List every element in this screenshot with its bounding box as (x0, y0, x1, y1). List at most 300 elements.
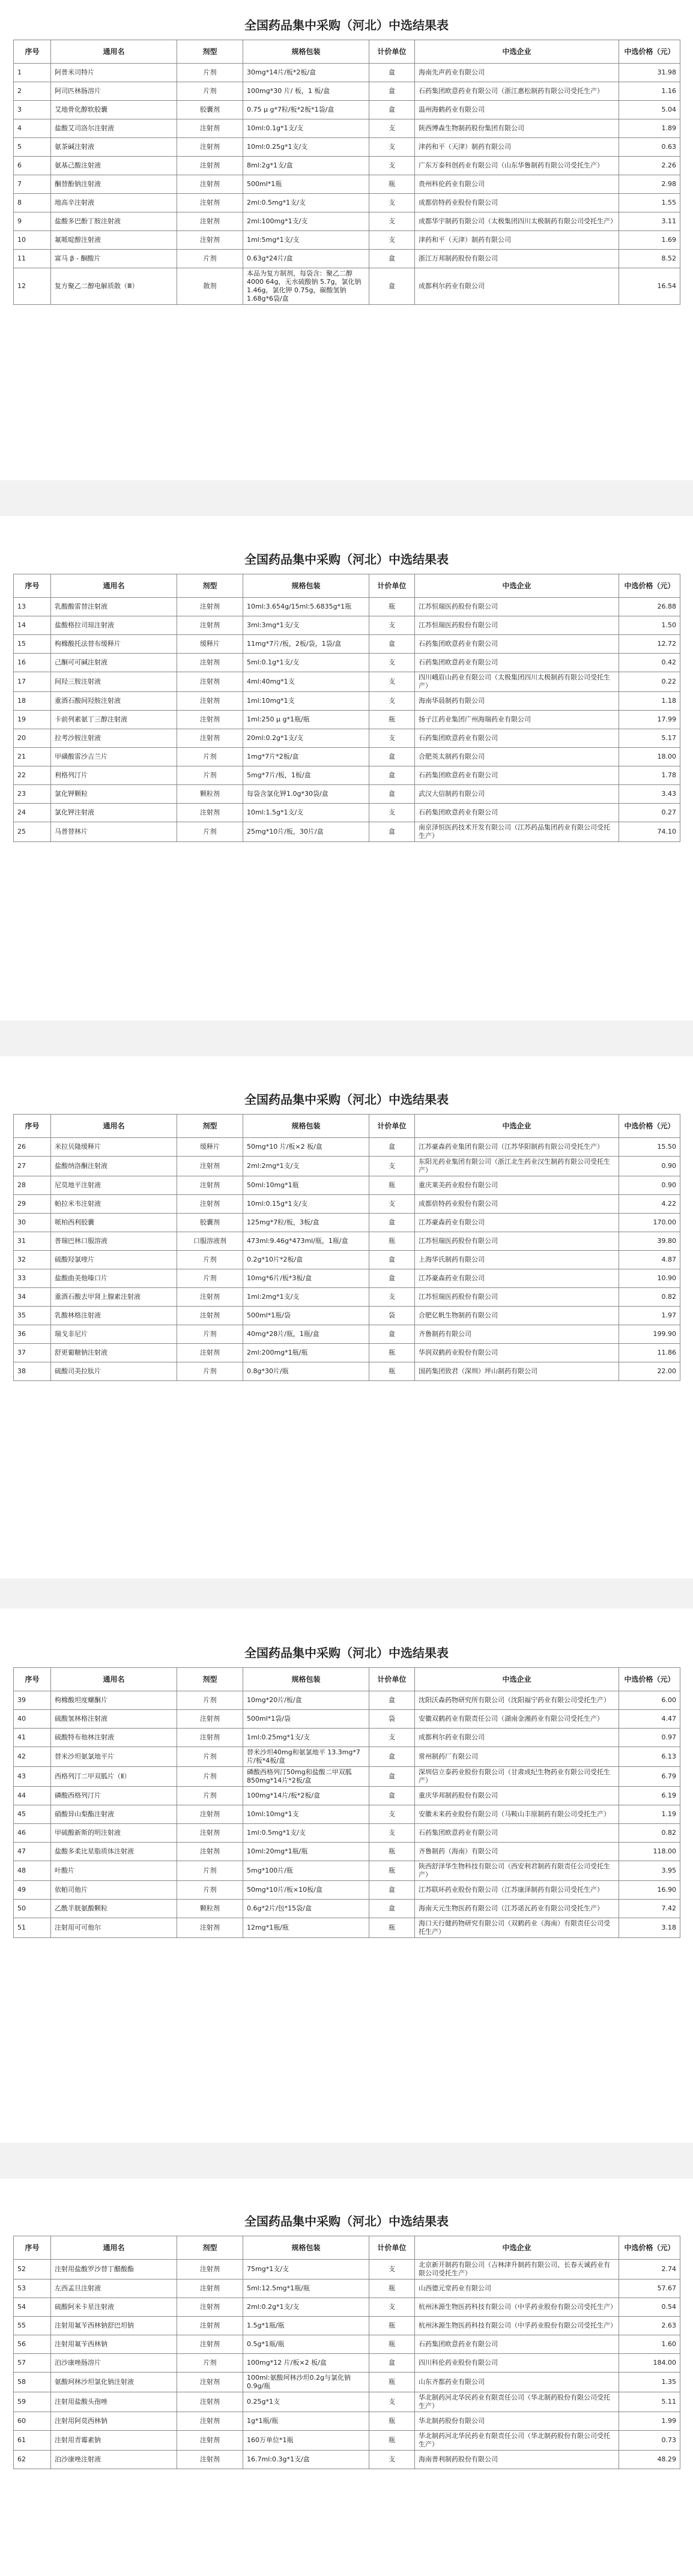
cell-price: 1.35 (619, 2373, 680, 2392)
cell-generic-name: 注射用可可他尔 (51, 1918, 177, 1938)
cell-dosage-form: 片剂 (177, 64, 243, 82)
table-row (14, 598, 680, 616)
cell-price: 2.74 (619, 2260, 680, 2280)
cell-generic-name: 马普替林片 (51, 822, 177, 842)
cell-specification: 10ml:3.654g/15ml:5.6835g*1瓶 (243, 598, 369, 616)
cell-dosage-form: 注射剂 (177, 1157, 243, 1176)
cell-generic-name: 复方聚乙二醇电解质散（Ⅲ） (51, 268, 177, 305)
cell-price: 22.00 (619, 1362, 680, 1381)
cell-unit: 瓶 (369, 2317, 415, 2335)
cell-specification: 本品为复方制剂，每袋含：聚乙二醇4000 64g，无水硫酸钠 5.7g，氯化钠1.46g，氯化钾 0.75g，碳酸氢钠1.68g*6袋/盒 (243, 268, 369, 305)
header-no: 序号 (14, 574, 51, 598)
cell-generic-name: 间羟三胺注射液 (51, 672, 177, 692)
cell-unit: 支 (369, 2392, 415, 2412)
cell-no: 42 (14, 1747, 51, 1767)
cell-specification: 1ml:0.25mg*1支/支 (243, 1729, 369, 1747)
cell-no: 56 (14, 2335, 51, 2354)
cell-generic-name: 舒更葡糖钠注射液 (51, 1344, 177, 1362)
header-unit: 计价单位 (369, 2236, 415, 2260)
cell-company: 海口天行健药物研究有限公司（双鹤药业（海南）有限责任公司受托生产） (415, 1918, 619, 1938)
cell-dosage-form: 注射剂 (177, 194, 243, 212)
table-row (14, 654, 680, 672)
cell-generic-name: 注射用氟苄西林钠 (51, 2335, 177, 2354)
cell-company: 海南普利制药股份有限公司 (415, 2451, 619, 2469)
cell-specification: 50mg*10 片/板×2 板/盒 (243, 1138, 369, 1157)
cell-price: 0.97 (619, 1729, 680, 1747)
table-row (14, 1362, 680, 1381)
header-unit: 计价单位 (369, 1668, 415, 1691)
cell-no: 36 (14, 1325, 51, 1344)
cell-company: 深圳信立泰药业股份有限公司（甘肃成纪生物药业有限公司受托生产） (415, 1767, 619, 1787)
cell-generic-name: 重酒石酸去甲肾上腺素注射液 (51, 1288, 177, 1307)
cell-dosage-form: 缓释片 (177, 635, 243, 654)
table-row (14, 2335, 680, 2354)
cell-specification: 100mg*30 片/ 板，1 板/盒 (243, 82, 369, 101)
table-row (14, 748, 680, 766)
cell-generic-name: 注射用阿莫西林钠 (51, 2412, 177, 2431)
cell-no: 24 (14, 804, 51, 822)
cell-no: 48 (14, 1861, 51, 1881)
cell-specification: 0.2g*10片*2板/盒 (243, 1251, 369, 1269)
cell-price: 0.90 (619, 1176, 680, 1195)
cell-no: 34 (14, 1288, 51, 1307)
table-row (14, 1881, 680, 1900)
page-title: 全国药品集中采购（河北）中选结果表 (244, 18, 449, 32)
cell-unit: 瓶 (369, 1362, 415, 1381)
table-row (14, 2280, 680, 2298)
table-row (14, 2412, 680, 2431)
cell-company: 陕西舒泽华生物科技有限公司（西安利君制药有限责任公司受托生产） (415, 1861, 619, 1881)
table-header-row (14, 1668, 680, 1691)
cell-dosage-form: 注射剂 (177, 2373, 243, 2392)
cell-company: 石药集团欧意药业有限公司 (415, 635, 619, 654)
cell-company: 四川科伦药业股份有限公司 (415, 2354, 619, 2373)
cell-generic-name: 瑞戈非尼片 (51, 1325, 177, 1344)
cell-generic-name: 西格列汀二甲双胍片（Ⅱ） (51, 1767, 177, 1787)
cell-no: 58 (14, 2373, 51, 2392)
table-row (14, 1918, 680, 1938)
cell-unit: 盒 (369, 64, 415, 82)
cell-company: 国药集团致君（深圳）坪山制药有限公司 (415, 1362, 619, 1381)
cell-dosage-form: 注射剂 (177, 1805, 243, 1824)
cell-price: 0.22 (619, 672, 680, 692)
table-row (14, 1195, 680, 1214)
cell-unit: 支 (369, 1157, 415, 1176)
cell-generic-name: 硝酸异山梨酯注射液 (51, 1805, 177, 1824)
cell-no: 16 (14, 654, 51, 672)
cell-price: 6.00 (619, 1691, 680, 1710)
cell-no: 8 (14, 194, 51, 212)
cell-dosage-form: 片剂 (177, 1251, 243, 1269)
page-title: 全国药品集中采购（河北）中选结果表 (244, 1646, 449, 1660)
cell-company: 武汉大信制药有限公司 (415, 785, 619, 804)
table-row (14, 194, 680, 212)
cell-no: 20 (14, 729, 51, 748)
header-no: 序号 (14, 40, 51, 64)
cell-unit: 支 (369, 1824, 415, 1843)
cell-generic-name: 乳酸林格注射液 (51, 1307, 177, 1325)
cell-unit: 盒 (369, 1767, 415, 1787)
cell-no: 59 (14, 2392, 51, 2412)
cell-generic-name: 氨酸珂林沙坦氯化钠注射液 (51, 2373, 177, 2392)
cell-price: 0.42 (619, 654, 680, 672)
cell-dosage-form: 注射剂 (177, 2260, 243, 2280)
header-unit: 计价单位 (369, 1115, 415, 1138)
cell-no: 61 (14, 2431, 51, 2451)
table-row (14, 101, 680, 119)
cell-unit: 盒 (369, 1881, 415, 1900)
cell-no: 18 (14, 692, 51, 711)
cell-company: 海南华晨制药有限公司 (415, 692, 619, 711)
cell-dosage-form: 注射剂 (177, 1195, 243, 1214)
cell-no: 46 (14, 1824, 51, 1843)
result-page-5 (0, 2179, 693, 2576)
cell-company: 重庆莱美药业股份有限公司 (415, 1176, 619, 1195)
cell-company: 山东齐都药业有限公司 (415, 2373, 619, 2392)
cell-dosage-form: 注射剂 (177, 2392, 243, 2412)
cell-dosage-form: 散剂 (177, 268, 243, 305)
cell-price: 1.16 (619, 82, 680, 101)
cell-no: 27 (14, 1157, 51, 1176)
result-table (13, 574, 680, 842)
cell-generic-name: 注射用氟苄西林钠舒巴坦钠 (51, 2317, 177, 2335)
cell-generic-name: 拉考沙胺注射液 (51, 729, 177, 748)
cell-dosage-form: 注射剂 (177, 2317, 243, 2335)
cell-specification: 替米沙坦40mg和氨氯地平 13.3mg*7片/板*4板/盒 (243, 1747, 369, 1767)
cell-generic-name: 普瑞巴林口服溶液 (51, 1232, 177, 1251)
result-page-3 (0, 1056, 693, 1578)
page-title: 全国药品集中采购（河北）中选结果表 (244, 1092, 449, 1107)
cell-specification: 100mg*14片/板*2板/盒 (243, 1787, 369, 1805)
cell-no: 2 (14, 82, 51, 101)
cell-unit: 盒 (369, 766, 415, 785)
cell-dosage-form: 口服溶液剂 (177, 1232, 243, 1251)
cell-specification: 40mg*28片/瓶，1瓶/盒 (243, 1325, 369, 1344)
cell-specification: 2ml:0.2g*1支/支 (243, 2298, 369, 2317)
table-row (14, 804, 680, 822)
page-title: 全国药品集中采购（河北）中选结果表 (244, 2214, 449, 2228)
cell-price: 2.26 (619, 157, 680, 175)
cell-company: 津药和平（天津）制药有限公司 (415, 231, 619, 250)
cell-unit: 袋 (369, 1710, 415, 1729)
cell-company: 北京新开制药有限公司（吉林津升制药有限公司、长春天诚药业有限公司受托生产） (415, 2260, 619, 2280)
cell-generic-name: 氨基己酸注射液 (51, 157, 177, 175)
cell-price: 1.50 (619, 616, 680, 635)
cell-dosage-form: 片剂 (177, 748, 243, 766)
cell-no: 19 (14, 711, 51, 729)
table-row (14, 231, 680, 250)
cell-specification: 500ml*1袋/袋 (243, 1710, 369, 1729)
cell-price: 0.73 (619, 2431, 680, 2451)
cell-specification: 20ml:0.2g*1支/支 (243, 729, 369, 748)
cell-no: 28 (14, 1176, 51, 1195)
cell-no: 40 (14, 1710, 51, 1729)
cell-unit: 盒 (369, 2354, 415, 2373)
cell-dosage-form: 颗粒剂 (177, 785, 243, 804)
cell-price: 3.18 (619, 1918, 680, 1938)
table-row (14, 672, 680, 692)
cell-dosage-form: 注射剂 (177, 1307, 243, 1325)
cell-company: 石药集团欧意药业有限公司 (415, 729, 619, 748)
table-row (14, 1176, 680, 1195)
cell-specification: 0.8g*30片/瓶 (243, 1362, 369, 1381)
cell-generic-name: 氯化钾注射液 (51, 804, 177, 822)
cell-specification: 1.5g*1瓶/瓶 (243, 2317, 369, 2335)
cell-no: 14 (14, 616, 51, 635)
header-name: 通用名 (51, 1115, 177, 1138)
table-row (14, 1214, 680, 1232)
table-row (14, 1232, 680, 1251)
cell-no: 31 (14, 1232, 51, 1251)
cell-unit: 盒 (369, 1787, 415, 1805)
cell-generic-name: 叶酸片 (51, 1861, 177, 1881)
cell-specification: 50ml:10mg*1瓶 (243, 1176, 369, 1195)
cell-company: 江苏恒瑞医药股份有限公司 (415, 616, 619, 635)
cell-company: 江苏豪森药业有限公司 (415, 1269, 619, 1288)
cell-company: 常州制药厂有限公司 (415, 1747, 619, 1767)
header-no: 序号 (14, 1115, 51, 1138)
cell-company: 华北制药河北华民药业有限责任公司（华北制药股份有限公司受托生产） (415, 2392, 619, 2412)
cell-unit: 瓶 (369, 1861, 415, 1881)
cell-price: 16.54 (619, 268, 680, 305)
cell-dosage-form: 片剂 (177, 1881, 243, 1900)
cell-company: 安徽未来药业股份有限公司（马鞍山丰原制药有限公司受托生产） (415, 1805, 619, 1824)
cell-company: 沈阳沃森药物研究所有限公司（沈阳福宁药业有限公司受托生产） (415, 1691, 619, 1710)
cell-company: 合肥英太制药有限公司 (415, 748, 619, 766)
table-row (14, 1288, 680, 1307)
cell-dosage-form: 注射剂 (177, 2451, 243, 2469)
cell-dosage-form: 注射剂 (177, 692, 243, 711)
cell-no: 60 (14, 2412, 51, 2431)
header-form: 剂型 (177, 1668, 243, 1691)
cell-generic-name: 盐酸纳洛酮注射液 (51, 1157, 177, 1176)
header-name: 通用名 (51, 1668, 177, 1691)
cell-unit: 支 (369, 672, 415, 692)
cell-generic-name: 泊沙康唑注射液 (51, 2451, 177, 2469)
cell-dosage-form: 片剂 (177, 822, 243, 842)
cell-price: 6.19 (619, 1787, 680, 1805)
cell-unit: 瓶 (369, 1843, 415, 1861)
cell-dosage-form: 注射剂 (177, 2412, 243, 2431)
cell-dosage-form: 片剂 (177, 1861, 243, 1881)
cell-dosage-form: 注射剂 (177, 138, 243, 157)
cell-generic-name: 注射用盐酸头孢唑 (51, 2392, 177, 2412)
table-row (14, 1805, 680, 1824)
cell-price: 0.27 (619, 804, 680, 822)
cell-no: 53 (14, 2280, 51, 2298)
cell-no: 52 (14, 2260, 51, 2280)
table-row (14, 1843, 680, 1861)
cell-specification: 0.5g*1瓶/瓶 (243, 2335, 369, 2354)
header-price: 中选价格（元） (619, 1668, 680, 1691)
cell-specification: 500ml*1瓶 (243, 175, 369, 194)
table-row (14, 1325, 680, 1344)
cell-price: 26.88 (619, 598, 680, 616)
cell-no: 51 (14, 1918, 51, 1938)
table-row (14, 250, 680, 268)
page-title: 全国药品集中采购（河北）中选结果表 (244, 552, 449, 567)
table-row (14, 1729, 680, 1747)
cell-unit: 支 (369, 2298, 415, 2317)
header-form: 剂型 (177, 40, 243, 64)
cell-price: 0.54 (619, 2298, 680, 2317)
cell-generic-name: 盐酸曲美他嗪口片 (51, 1269, 177, 1288)
cell-price: 4.47 (619, 1710, 680, 1729)
header-spec: 规格包装 (243, 2236, 369, 2260)
cell-dosage-form: 注射剂 (177, 1918, 243, 1938)
cell-unit: 瓶 (369, 1918, 415, 1938)
cell-dosage-form: 注射剂 (177, 672, 243, 692)
table-row (14, 138, 680, 157)
cell-no: 55 (14, 2317, 51, 2335)
cell-unit: 盒 (369, 1325, 415, 1344)
cell-specification: 0.25g*1支 (243, 2392, 369, 2412)
cell-price: 17.99 (619, 711, 680, 729)
cell-specification: 2ml:100mg*1支/支 (243, 212, 369, 231)
cell-generic-name: 氟哌啶醇注射液 (51, 231, 177, 250)
header-unit: 计价单位 (369, 574, 415, 598)
cell-dosage-form: 片剂 (177, 766, 243, 785)
cell-unit: 瓶 (369, 2335, 415, 2354)
cell-unit: 支 (369, 729, 415, 748)
cell-generic-name: 利格列汀片 (51, 766, 177, 785)
cell-generic-name: 硫酸羟氯喹片 (51, 1251, 177, 1269)
cell-price: 16.90 (619, 1881, 680, 1900)
header-form: 剂型 (177, 1115, 243, 1138)
table-row (14, 82, 680, 101)
cell-dosage-form: 注射剂 (177, 1824, 243, 1843)
table-row (14, 268, 680, 305)
table-row (14, 1251, 680, 1269)
header-spec: 规格包装 (243, 40, 369, 64)
cell-company: 齐鲁制药有限公司 (415, 1325, 619, 1344)
cell-dosage-form: 片剂 (177, 1691, 243, 1710)
cell-specification: 10mg*6片/板*3板/盒 (243, 1269, 369, 1288)
cell-generic-name: 富马 β - 酮酸片 (51, 250, 177, 268)
table-row (14, 119, 680, 138)
cell-unit: 盒 (369, 82, 415, 101)
header-name: 通用名 (51, 2236, 177, 2260)
cell-price: 1.89 (619, 119, 680, 138)
cell-no: 49 (14, 1881, 51, 1900)
table-row (14, 2373, 680, 2392)
cell-company: 华润双鹤药业股份有限公司 (415, 1344, 619, 1362)
cell-dosage-form: 注射剂 (177, 1176, 243, 1195)
cell-generic-name: 甲磺酸雷沙吉兰片 (51, 748, 177, 766)
cell-specification: 10ml:20mg*1瓶/瓶 (243, 1843, 369, 1861)
table-header-row (14, 574, 680, 598)
cell-dosage-form: 片剂 (177, 1325, 243, 1344)
cell-unit: 支 (369, 138, 415, 157)
cell-specification: 50mg*10片/板×10板/盒 (243, 1881, 369, 1900)
cell-dosage-form: 注射剂 (177, 616, 243, 635)
cell-generic-name: 枸橼酸坦度螺酮片 (51, 1691, 177, 1710)
cell-unit: 瓶 (369, 175, 415, 194)
page-separator (0, 1578, 693, 1608)
cell-unit: 支 (369, 1288, 415, 1307)
cell-price: 1.19 (619, 1805, 680, 1824)
header-spec: 规格包装 (243, 574, 369, 598)
cell-specification: 5ml:0.1g*1支/支 (243, 654, 369, 672)
cell-specification: 16.7ml:0.3g*1支/盒 (243, 2451, 369, 2469)
header-company: 中选企业 (415, 2236, 619, 2260)
cell-dosage-form: 注射剂 (177, 1729, 243, 1747)
cell-no: 10 (14, 231, 51, 250)
cell-no: 30 (14, 1214, 51, 1232)
header-price: 中选价格（元） (619, 1115, 680, 1138)
cell-company: 成都利尔药业有限公司 (415, 1729, 619, 1747)
cell-unit: 盒 (369, 268, 415, 305)
cell-no: 32 (14, 1251, 51, 1269)
cell-dosage-form: 片剂 (177, 82, 243, 101)
cell-no: 23 (14, 785, 51, 804)
table-row (14, 2317, 680, 2335)
cell-price: 3.11 (619, 212, 680, 231)
cell-dosage-form: 注射剂 (177, 119, 243, 138)
cell-unit: 瓶 (369, 1344, 415, 1362)
cell-price: 74.10 (619, 822, 680, 842)
table-row (14, 692, 680, 711)
cell-company: 扬子江药业集团广州海瑞药业有限公司 (415, 711, 619, 729)
cell-generic-name: 硫酸司美拉肽片 (51, 1362, 177, 1381)
table-row (14, 1710, 680, 1729)
cell-no: 1 (14, 64, 51, 82)
cell-price: 6.79 (619, 1767, 680, 1787)
cell-unit: 盒 (369, 1251, 415, 1269)
cell-unit: 支 (369, 654, 415, 672)
header-company: 中选企业 (415, 574, 619, 598)
table-row (14, 1861, 680, 1881)
cell-no: 50 (14, 1900, 51, 1918)
cell-no: 7 (14, 175, 51, 194)
cell-generic-name: 注射用盐酸罗沙替丁醋酸酯 (51, 2260, 177, 2280)
cell-company: 江苏豪森药业有限公司 (415, 1214, 619, 1232)
cell-no: 62 (14, 2451, 51, 2469)
cell-price: 39.80 (619, 1232, 680, 1251)
cell-unit: 盒 (369, 748, 415, 766)
header-price: 中选价格（元） (619, 40, 680, 64)
page-separator (0, 2143, 693, 2179)
cell-price: 0.63 (619, 138, 680, 157)
cell-company: 浙江万邦制药股份有限公司 (415, 250, 619, 268)
header-name: 通用名 (51, 40, 177, 64)
cell-no: 39 (14, 1691, 51, 1710)
cell-specification: 1ml:10mg*1支 (243, 692, 369, 711)
cell-no: 5 (14, 138, 51, 157)
cell-no: 17 (14, 672, 51, 692)
cell-specification: 0.6g*2片/包*15袋/盒 (243, 1900, 369, 1918)
cell-no: 47 (14, 1843, 51, 1861)
cell-specification: 10ml:0.25g*1支/支 (243, 138, 369, 157)
cell-company: 成都华宇制药有限公司（太极集团四川太极制药有限公司受托生产） (415, 212, 619, 231)
cell-price: 0.90 (619, 1157, 680, 1176)
cell-specification: 100mg*12 片/板×2 板/盒 (243, 2354, 369, 2373)
cell-no: 43 (14, 1767, 51, 1787)
cell-price: 0.82 (619, 1288, 680, 1307)
cell-dosage-form: 注射剂 (177, 2431, 243, 2451)
header-spec: 规格包装 (243, 1668, 369, 1691)
table-row (14, 175, 680, 194)
cell-specification: 5ml:12.5mg*1瓶/瓶 (243, 2280, 369, 2298)
cell-generic-name: 左西孟旦注射液 (51, 2280, 177, 2298)
cell-specification: 473ml:9.46g*473ml/瓶，1瓶/盒 (243, 1232, 369, 1251)
cell-dosage-form: 片剂 (177, 2354, 243, 2373)
table-row (14, 1138, 680, 1157)
cell-unit: 瓶 (369, 598, 415, 616)
result-page-4 (0, 1608, 693, 2143)
cell-price: 1.55 (619, 194, 680, 212)
cell-unit: 瓶 (369, 2431, 415, 2451)
